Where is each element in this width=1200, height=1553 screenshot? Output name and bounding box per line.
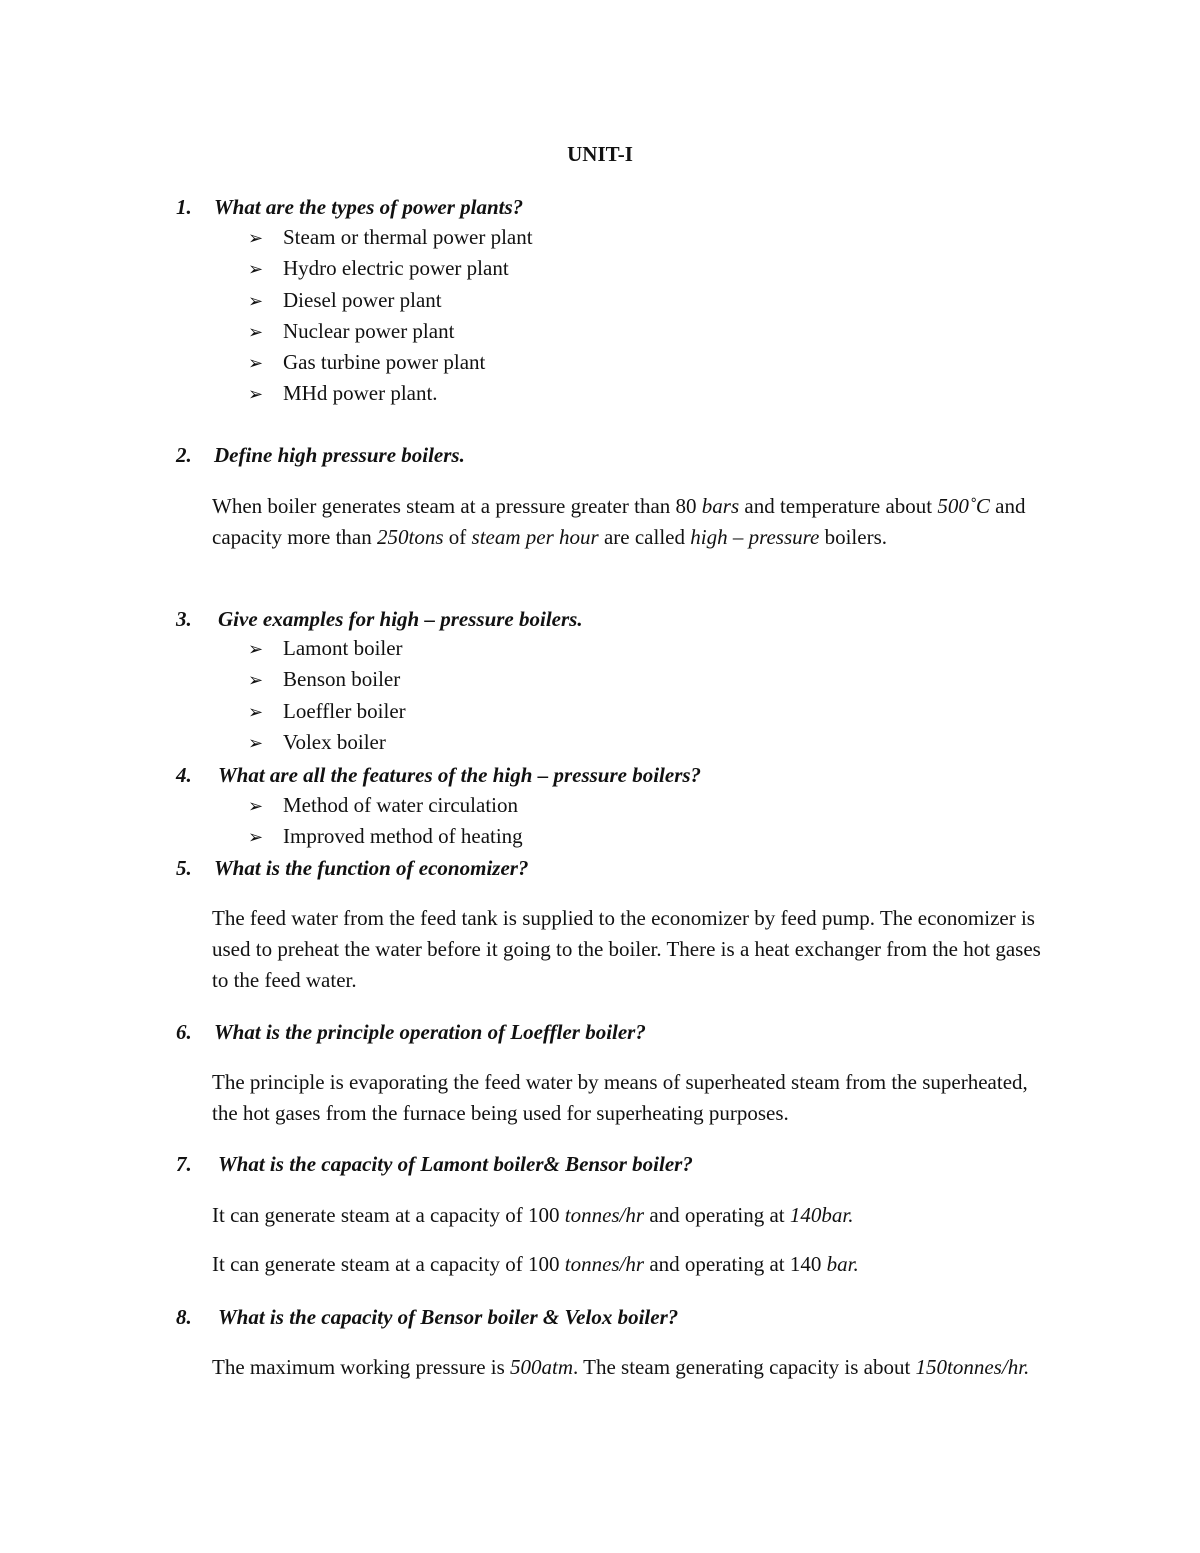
- answer-list-4: [248, 790, 523, 853]
- arrow-bullet-icon: ➢: [248, 827, 264, 848]
- question-7: [176, 1152, 693, 1177]
- answer-paragraph-6: The principle is evaporating the feed water by means of superheated steam from the superheated, the hot gases from the furnace being used for superheating purposes.: [212, 1070, 1028, 1125]
- answer-list-3: [248, 633, 406, 758]
- list-item: ➢ Loeffler boiler: [248, 696, 406, 727]
- arrow-bullet-icon: ➢: [248, 701, 264, 722]
- question-4: [176, 763, 701, 788]
- list-item: ➢ Nuclear power plant: [248, 316, 533, 347]
- arrow-bullet-icon: ➢: [248, 796, 264, 816]
- question-text: What is the capacity of Lamont boiler& Bensor boiler?: [218, 1152, 693, 1176]
- list-item: ➢ Volex boiler: [248, 727, 406, 758]
- arrow-bullet-icon: ➢: [248, 321, 264, 342]
- question-text: What is the function of economizer?: [214, 856, 529, 880]
- question-5: [176, 856, 528, 881]
- answer-paragraph-2: When boiler generates steam at a pressure greater than 80 bars and temperature about 500˚C and capacity more than 250tons of steam per hour are called high – pressure boilers.: [212, 494, 1026, 549]
- question-text: What are the types of power plants?: [214, 195, 524, 219]
- answer-list-1: [248, 222, 533, 410]
- answer-paragraph-5: The feed water from the feed tank is supplied to the economizer by feed pump. The economizer is used to preheat the water before it going to the boiler. There is a heat exchanger from the hot gases to the feed water.: [212, 906, 1041, 992]
- question-text: What is the capacity of Bensor boiler & Velox boiler?: [218, 1305, 679, 1329]
- question-text: What is the principle operation of Loeffler boiler?: [214, 1020, 646, 1044]
- question-number: 4.: [176, 763, 192, 787]
- list-item: ➢ Improved method of heating: [248, 821, 523, 852]
- list-item: ➢ Diesel power plant: [248, 285, 533, 316]
- arrow-bullet-icon: ➢: [248, 732, 264, 753]
- question-number: 8.: [176, 1305, 192, 1329]
- arrow-bullet-icon: ➢: [248, 384, 264, 405]
- list-item: ➢ Steam or thermal power plant: [248, 222, 533, 253]
- answer-paragraph-8: The maximum working pressure is 500atm. The steam generating capacity is about 150tonnes/hr.: [212, 1355, 1030, 1379]
- list-item: ➢ Gas turbine power plant: [248, 347, 533, 378]
- arrow-bullet-icon: ➢: [248, 259, 264, 280]
- question-3: [176, 607, 583, 632]
- list-item: ➢ Benson boiler: [248, 664, 406, 695]
- question-text: What are all the features of the high – pressure boilers?: [218, 763, 702, 787]
- arrow-bullet-icon: ➢: [248, 353, 264, 374]
- list-item: ➢ Lamont boiler: [248, 633, 406, 664]
- question-number: 5.: [176, 856, 192, 880]
- answer-paragraph-7b: It can generate steam at a capacity of 100 tonnes/hr and operating at 140 bar.: [212, 1252, 859, 1276]
- list-item: ➢ Hydro electric power plant: [248, 253, 533, 284]
- question-6: [176, 1020, 646, 1045]
- arrow-bullet-icon: ➢: [248, 290, 264, 311]
- question-text: Give examples for high – pressure boilers.: [218, 607, 583, 631]
- question-2: [176, 443, 465, 468]
- question-number: 3.: [176, 607, 192, 631]
- question-number: 1.: [176, 195, 192, 219]
- page-title: UNIT-I: [567, 142, 633, 166]
- question-number: 7.: [176, 1152, 192, 1176]
- list-item: ➢ MHd power plant.: [248, 378, 533, 409]
- question-number: 2.: [176, 443, 192, 467]
- arrow-bullet-icon: ➢: [248, 228, 264, 248]
- arrow-bullet-icon: ➢: [248, 639, 264, 659]
- question-8: [176, 1305, 678, 1330]
- question-text: Define high pressure boilers.: [214, 443, 465, 467]
- question-1: [176, 195, 523, 220]
- answer-paragraph-7a: It can generate steam at a capacity of 100 tonnes/hr and operating at 140bar.: [212, 1203, 854, 1227]
- question-number: 6.: [176, 1020, 192, 1044]
- arrow-bullet-icon: ➢: [248, 670, 264, 691]
- list-item: ➢ Method of water circulation: [248, 790, 523, 821]
